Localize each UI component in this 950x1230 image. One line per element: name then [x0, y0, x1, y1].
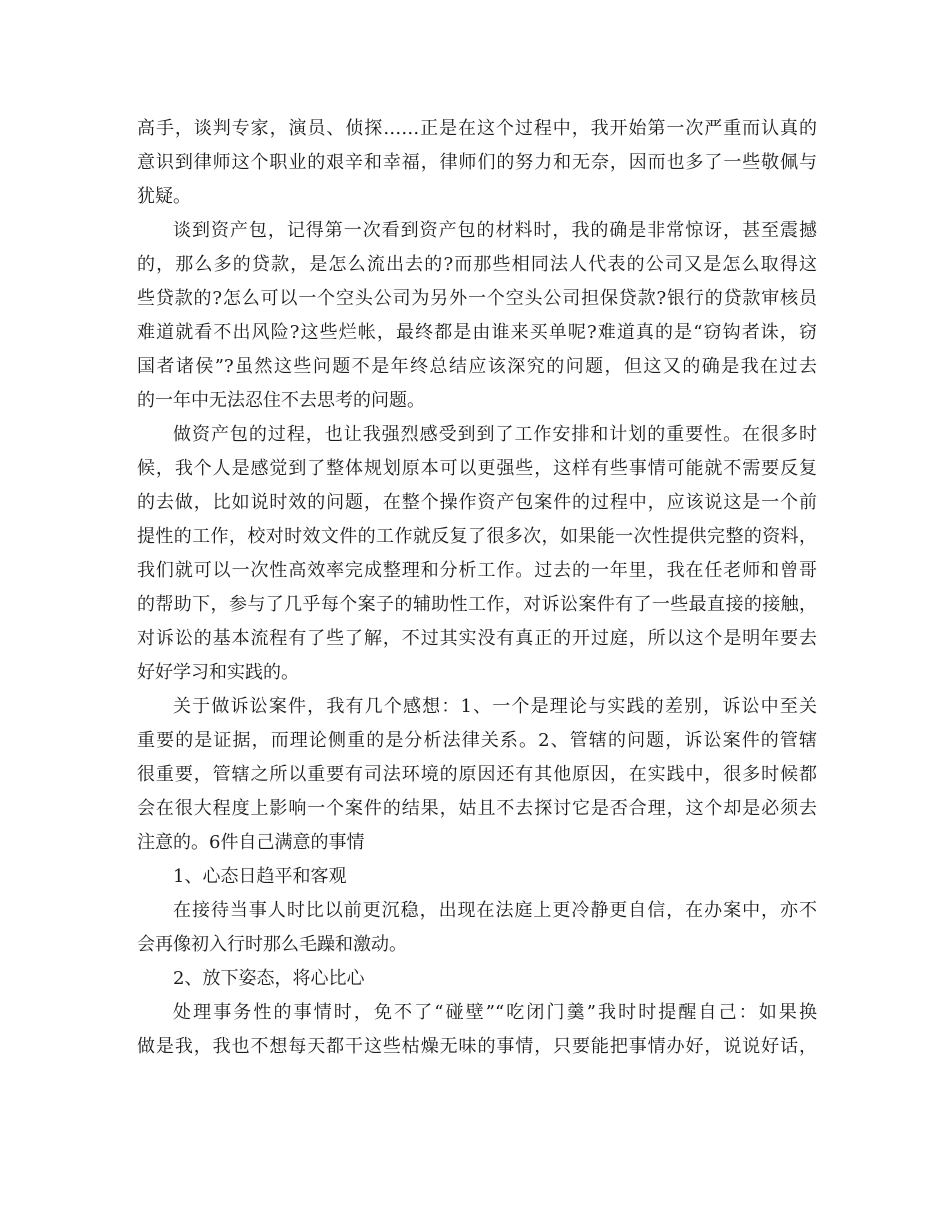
text-line: 注意的。6件自己满意的事情 — [137, 832, 365, 853]
text-line: 些贷款的?怎么可以一个空头公司为另外一个空头公司担保贷款?银行的贷款审核员 — [137, 288, 817, 309]
text-line: 重要的是证据，而理论侧重的是分析法律关系。2、管辖的问题，诉讼案件的管辖 — [137, 730, 817, 751]
paragraph-start-line: 谈到资产包，记得第一次看到资产包的材料时，我的确是非常惊讶，甚至震撼 — [173, 220, 817, 241]
text-line: 犹疑。 — [137, 186, 191, 207]
text-line: 高手，谈判专家，演员、侦探……正是在这个过程中，我开始第一次严重而认真的 — [137, 118, 817, 139]
document-body — [137, 112, 817, 1064]
text-line: 会在很大程度上影响一个案件的结果，姑且不去探讨它是否合理，这个却是必须去 — [137, 798, 817, 819]
text-line: 的帮助下，参与了几乎每个案子的辅助性工作，对诉讼案件有了一些最直接的接触， — [137, 594, 817, 615]
text-line: 我们就可以一次性高效率完成整理和分析工作。过去的一年里，我在任老师和曾哥 — [137, 560, 817, 581]
section-heading: 2、放下姿态，将心比心 — [173, 968, 365, 989]
text-line: 的一年中无法忍住不去思考的问题。 — [137, 390, 425, 411]
text-line: 的，那么多的贷款，是怎么流出去的?而那些相同法人代表的公司又是怎么取得这 — [137, 254, 817, 275]
text-line: 意识到律师这个职业的艰辛和幸福，律师们的努力和无奈，因而也多了一些敬佩与 — [137, 152, 817, 173]
text-line: 对诉讼的基本流程有了些了解，不过其实没有真正的开过庭，所以这个是明年要去 — [137, 628, 817, 649]
text-line: 候，我个人是感觉到了整体规划原本可以更强些，这样有些事情可能就不需要反复 — [137, 458, 817, 479]
paragraph-start-line: 做资产包的过程，也让我强烈感受到到了工作安排和计划的重要性。在很多时 — [173, 424, 817, 445]
text-line: 很重要，管辖之所以重要有司法环境的原因还有其他原因，在实践中，很多时候都 — [137, 764, 817, 785]
text-line: 好好学习和实践的。 — [137, 662, 299, 683]
text-line: 做是我，我也不想每天都干这些枯燥无味的事情，只要能把事情办好，说说好话， — [137, 1036, 817, 1057]
paragraph-start-line: 处理事务性的事情时，免不了“碰壁”“吃闭门羹”我时时提醒自己：如果换 — [173, 1002, 817, 1023]
text-line: 国者诸侯”?虽然这些问题不是年终总结应该深究的问题，但这又的确是我在过去 — [137, 356, 817, 377]
paragraph-start-line: 关于做诉讼案件，我有几个感想：1、一个是理论与实践的差别，诉讼中至关 — [173, 696, 817, 717]
section-heading: 1、心态日趋平和客观 — [173, 866, 347, 887]
text-line: 提性的工作，校对时效文件的工作就反复了很多次，如果能一次性提供完整的资料， — [137, 526, 817, 547]
text-line: 会再像初入行时那么毛躁和激动。 — [137, 934, 407, 955]
text-line: 难道就看不出风险?这些烂帐，最终都是由谁来买单呢?难道真的是“窃钩者诛，窃 — [137, 322, 817, 343]
text-line: 的去做，比如说时效的问题，在整个操作资产包案件的过程中，应该说这是一个前 — [137, 492, 817, 513]
paragraph-start-line: 在接待当事人时比以前更沉稳，出现在法庭上更冷静更自信，在办案中，亦不 — [173, 900, 817, 921]
